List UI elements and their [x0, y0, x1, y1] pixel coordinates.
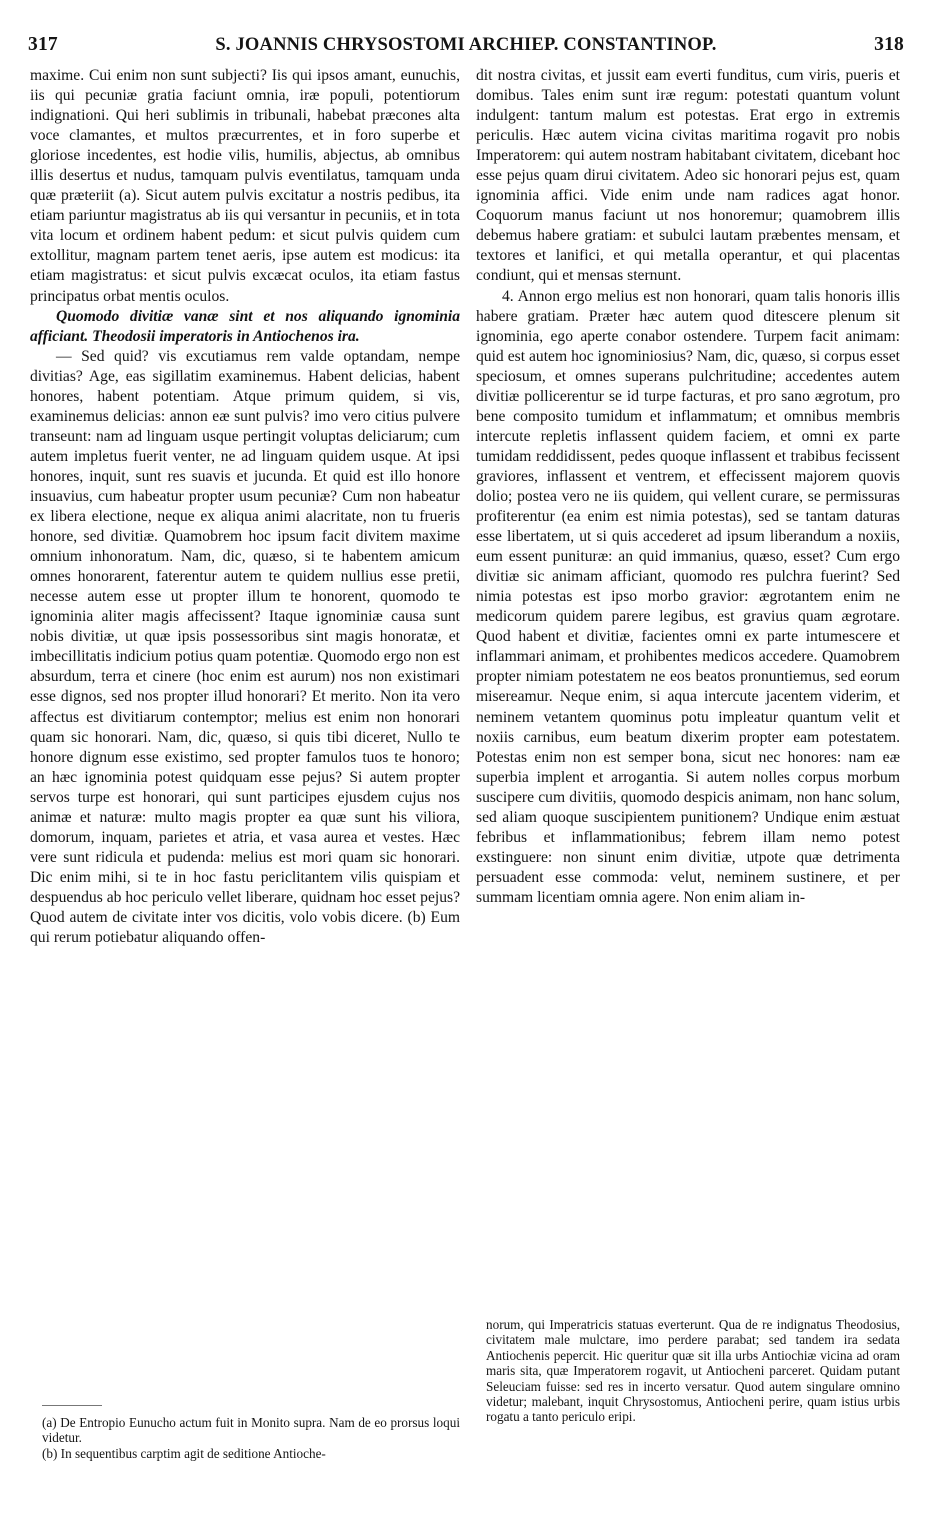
right-paragraph-1: dit nostra civitas, et jussit eam everti funditus, cum viris, pueris et domibus. Tales enim sunt iræ regum: potestati quantum volunt indulgent: tantum malum est potestas. Erat ergo in extremis periculis. Hæc autem vicina civitas maritima rogavit pro nobis Imperatorem: qui autem nostram habitabant civitatem, dicebant hoc esse pejus quam dirui civitatem. Adeo sic honorari pejus est, quam ignominia affici. Vide enim unde nam radices agat honor. Coquorum manus faciunt ut nos honoremur; quamobrem illis debemus habere gratiam: et subulci lautam præbentes mensam, et textores et lanifici, et qui metalla operantur, et qui placentas condiunt, qui et mensas sternunt. [476, 67, 900, 285]
footnote-b: (b) In sequentibus carptim agit de seditione Antioche- [42, 1445, 326, 1461]
page-number-right: 318 [874, 34, 904, 55]
left-paragraph-2: — Sed quid? vis excutiamus rem valde optandam, nempe divitias? Age, eas sigillatim examinemus. Habent delicias, habent honores, habent potentiam. Atque primum quidem, si vis, examinemus delicias: annon eæ sunt pulvis? imo vero citius pulvere transeunt: nam ad linguam usque pertingit voluptas deliciarum; cum autem impletus fuerit venter, ne ad linguam quidem usque. At ipsi honores, inquit, sunt res suavis et jucunda. Et quid est illo honore insuavius, cum habeatur propter usum pecuniæ? Cum non habeatur ex libera electione, neque ex aliqua animi alacritate, non tu frueris honore, sed divitiæ. Quamobrem hoc ipsum facit divitem maxime omnium inhonoratum. Nam, dic, quæso, si te habentem amicum omnes honorarent, faterentur autem te quidem nullius esse pretii, necesse autem esse ut propter illum te honorent, quomodo te ignominia aliter magis affecissent? Itaque ignominiæ causa sunt nobis divitiæ, ut quæ ipsis possessoribus sint magis honoratæ, et imbecillitatis indicium potius quam potentiæ. Quomodo ergo non est absurdum, terra et cinere (hoc enim est aurum) nos non existimari esse dignos, sed nos propter illud honorari? Et merito. Non ita vero affectus est divitiarum contemptor; melius est enim non honorari quam sic honorari. Nam, dic, quæso, si quis tibi diceret, Nullo te honore dignum esse existimo, sed propter famulos tuos te honoro; an hæc ignominia potest quidquam esse pejus? Si autem propter servos turpe est honorari, qui sunt participes ejusdem cujus nos animæ et naturæ: multo magis propter ea quæ sunt his viliora, domorum, inquam, parietes et atria, et vasa aurea et vestes. Hæc vere sunt ridicula et pudenda: melius est mori quam sic honorari. Dic enim mihi, si te in hoc fastu periclitantem vilis quispiam et despuendus ab hoc periculo vellet liberare, quidnam hoc esset pejus? Quod autem de civitate inter vos dicitis, volo vobis dicere. (b) Eum qui rerum potiebatur aliquando offen- [30, 347, 460, 947]
footnote-a: (a) De Entropio Eunucho actum fuit in Monito supra. Nam de eo prorsus loqui videtur. [42, 1415, 460, 1446]
right-paragraph-2: 4. Annon ergo melius est non honorari, quam talis honoris illis habere gratiam. Præter hæc autem quod ditescere plenum sit ignominia, ego aperte conabor ostendere. Turpem facit animam: quid est autem hoc ignominiosius? Nam, dic, quæso, si corpus esset speciosum, et omnes superans pulchritudine; accedentes autem divitiæ pollicerentur se id turpe facturas, et pro sano ægrotum, pro bene composito tumidum et inflammatum; et omnibus membris intercute repletis inflassent quidem faciem, et omni ex parte tumidam reddidissent, pedes quoque inflassent et trabibus fecissent graviores, inflassent et ventrem, et effecissent majorem quovis dolio; postea vero ne iis quidem, qui vellent curare, se permissuras profiterentur (ea enim est nimia potestas), sed se tantam daturas esse libertatem, ut si quis accederet ad ipsum liberandum a noxiis, eum essent punituræ: an quid immanius, quæso, esset? Cum ergo divitiæ sic animam afficiant, quomodo res pulchra fuerint? Sed nimia potestas est ipso morbo gravior: ægrotantem enim ne medicorum quidem parere legibus, est gravius quam ægrotare. Quod habent et divitiæ, facientes omni ex parte intumescere et inflammari animam, et prohibentes medicos accedere. Quamobrem propter nimiam potestatem ne eos beatos pronuntiemus, sed eorum misereamur. Neque enim, si aqua intercute jacentem viderim, et neminem vetantem quominus potu impleatur quantum velit et noxiis carnibus, eum beatum dixerim propter eam potestatem. Potestas enim non est semper bona, sicut nec honores: nam eæ superbia implent et arrogantia. Si autem nolles corpus morbum suscipere cum divitiis, quomodo despicis animam, non hanc solum, sed aliam quoque suscipientem punitionem? Undique enim æstuat febribus et inflammationibus; febrem illam nemo potest exstinguere: non sinunt enim divitiæ, utpote quæ detrimenta persuadent esse commoda: velut, neminem sustinere, et per summam licentiam omnia agere. Non enim aliam in- [476, 287, 900, 906]
footnotes-right [486, 1317, 900, 1425]
right-column [476, 66, 900, 908]
running-header [28, 34, 904, 64]
running-title: S. JOANNIS CHRYSOSTOMI ARCHIEP. CONSTANTINOP. [215, 35, 717, 55]
footnote-b-continued: norum, qui Imperatricis statuas everterunt. Qua de re indignatus Theodosius, civitatem male mulctare, imo perdere parabat; sed tandem ira sedata Antiochenis pepercit. Hic queritur quæ sit illa urbs Antiochiæ vicina ad oram maris sita, quæ Imperatorem rogavit, ut Antiocheni parceret. Quidam putant Seleuciam fuisse: sed res in incerto versatur. Quod autem singulare omnino videtur; malebant, inquit Chrysostomus, Antiocheni perire, quam istius urbis rogatu a tanto periculo eripi. [486, 1317, 900, 1425]
footnotes-left [42, 1415, 460, 1461]
left-column [30, 66, 460, 948]
page-number-left: 317 [28, 34, 58, 55]
section-heading: Quomodo divitiæ vanæ sint et nos aliquando ignominia afficiant. Theodosii imperatoris in Antiochenos ira. [30, 307, 460, 345]
footnote-divider [42, 1405, 102, 1406]
left-paragraph-1: maxime. Cui enim non sunt subjecti? Iis qui ipsos amant, eunuchis, iis qui pecuniæ gratia faciunt omnia, iræ populi, potentiorum indignationi. Qui heri sublimis in tribunali, habebat præcones alta voce clamantes, et multos præcurrentes, et in foro superbe et gloriose incedentes, est hodie vilis, humilis, abjectus, ab omnibus illis desertus et nudus, tamquam pulvis eventilatus, tamquam unda quæ præteriit (a). Sicut autem pulvis excitatur a nostris pedibus, ita etiam pariuntur magistratus ab iis qui versantur in pecuniis, et in tota vita locum et ordinem habent pedum: et sicut pulvis quidem cum extollitur, magnam partem tenet aeris, ipse autem est modicus: ita etiam magistratus: et sicut pulvis excæcat oculos, ita etiam fastus principatus orbat mentis oculos. [30, 67, 460, 305]
